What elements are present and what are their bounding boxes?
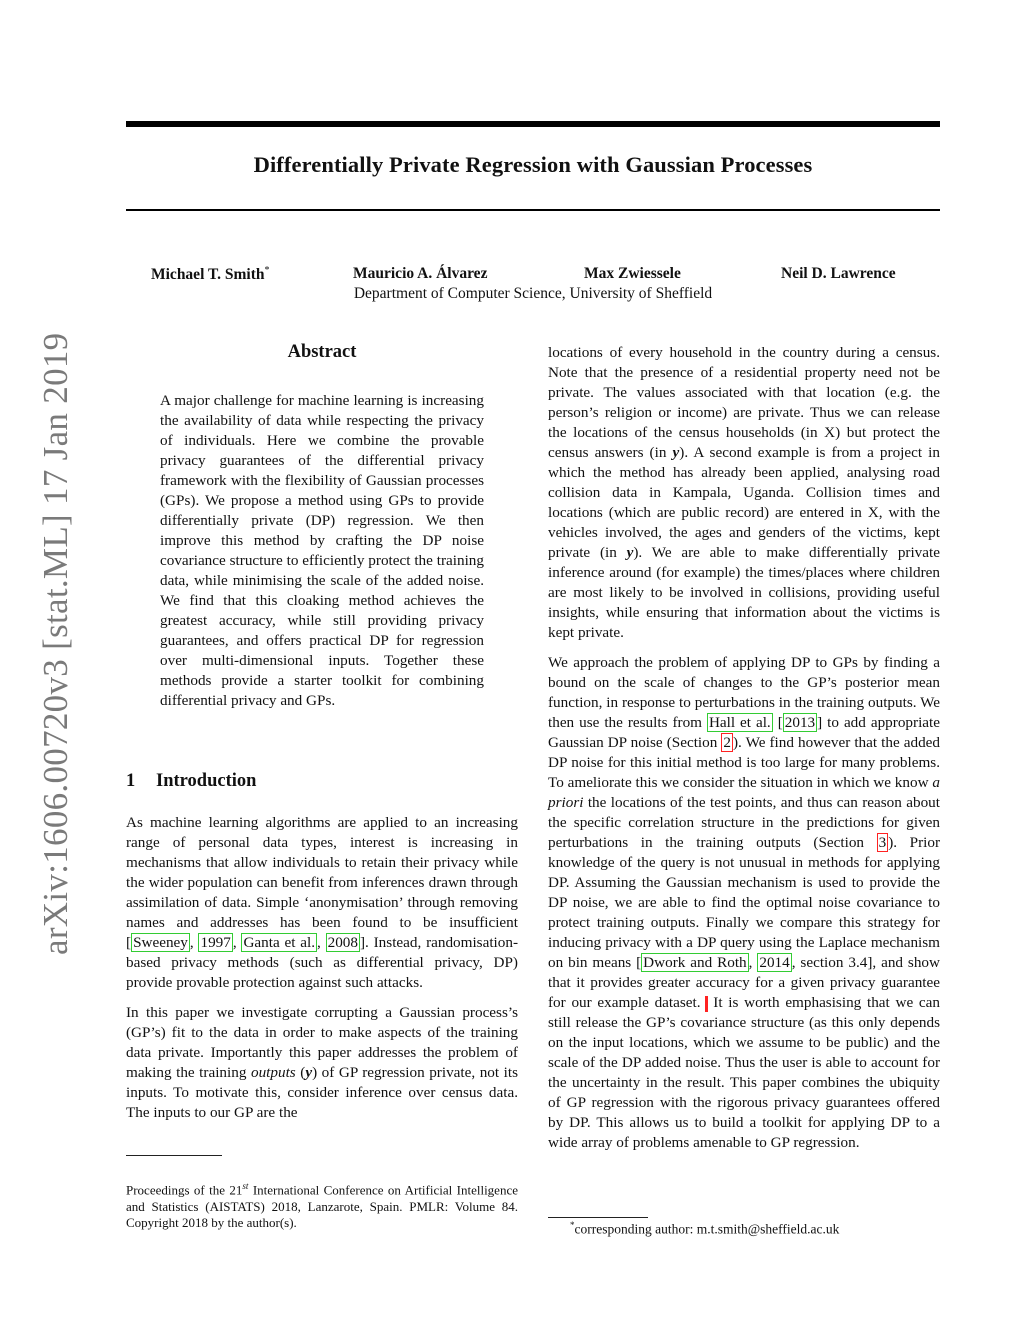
author-zwiessele: Max Zwiessele bbox=[584, 265, 681, 282]
abstract-text: A major challenge for machine learning is increasing the availability of data while respecting the privacy of individuals. Here we combine the provable privacy guarantees of the differential privacy framework with the flexibility of Gaussian processes (GPs). We propose a method using GPs to provide differentially private (DP) regression. We then improve this method by crafting the DP noise covariance structure to efficiently protect the training data, while minimising the scale of the added noise. We find that this cloaking method achieves the greatest accuracy, while still providing privacy guarantees, and offers practical DP for regression over multi-dimensional inputs. Together these methods provide a starter toolkit for combining differential privacy and GPs. bbox=[160, 392, 484, 709]
citation-dwork-year[interactable]: 2014 bbox=[759, 954, 790, 971]
author-lawrence: Neil D. Lawrence bbox=[781, 265, 896, 282]
intro-paragraph-1: As machine learning algorithms are applied to an increasing range of personal data types, interest is increasing in mechanisms that allow individuals to retain their privacy while the wider population can benefit from inferences drawn through assimilation of data. Simple ‘anonymisation’ through removing names and addresses has been found to be insufficient [ Sweeney , 1997 , Ganta et al. , 2008 ]. Instead, randomisation-based privacy methods (such as differential privacy, DP) provide provable protection against such attacks. bbox=[126, 814, 519, 991]
citation-hall[interactable]: Hall et al. bbox=[708, 714, 771, 731]
section-heading-introduction: 1 Introduction bbox=[126, 771, 257, 791]
author-smith: Michael T. Smith* bbox=[151, 265, 270, 284]
abstract-heading: Abstract bbox=[287, 342, 357, 362]
citation-sweeney[interactable]: Sweeney bbox=[133, 934, 188, 951]
citation-ganta[interactable]: Ganta et al. bbox=[243, 934, 316, 951]
intro-paragraph-4: We approach the problem of applying DP to GPs by finding a bound on the scale of changes to the GP’s posterior mean function, in response to perturbations in the training outputs. We then use the results from Hall et al. [ 2013 ] to add appropriate Gaussian DP noise (Section 2 ). We find however that the added DP noise for this initial method is too large for many problems. To ameliorate this we consider the situation in which we know a priori the locations of the test points, and thus can reason about the specific correlation structure in the predictions for given perturbations in the training outputs (Section 3 ). Prior knowledge of the query is not unusual in methods for applying DP. Assuming the Gaussian mechanism is used to provide the DP noise, we are able to find the optimal noise covariance to protect training outputs. Finally we compare this strategy for inducing privacy with a DP query using the Laplace mechanism on bin means [ Dwork and Roth , 2014 , section 3.4], and show that it provides greater accuracy for a given privacy guarantee for our example dataset. It is worth emphasising that we can still release the GP’s covariance structure (as this only depends on the input locations, which we assume to be public) and the scale of the DP added noise. Thus the user is able to account for the uncertainty in the result. This paper combines the ubiquity of GP regression with the rigorous privacy guarantees offered by DP. This allows us to build a toolkit for applying DP to a wide array of problems amenable to GP regression. bbox=[548, 654, 941, 1151]
footnote-rule-right bbox=[548, 1217, 648, 1218]
author-alvarez: Mauricio A. Álvarez bbox=[353, 265, 488, 282]
arxiv-stamp[interactable]: arXiv:1606.00720v3 [stat.ML] 17 Jan 2019 bbox=[36, 332, 75, 955]
intro-paragraph-2: In this paper we investigate corrupting a Gaussian process’s (GP’s) fit to the data in order to make aspects of the training data private. Importantly this paper addresses the problem of making the training outputs (y) of GP regression private, not its inputs. To motivate this, consider inference over census data. The inputs to our GP are the bbox=[126, 1004, 518, 1121]
title-rule bbox=[126, 209, 940, 211]
section-ref-3[interactable]: 3 bbox=[878, 834, 887, 851]
corresponding-author-footnote: *corresponding author: m.t.smith@sheffield.ac.uk bbox=[570, 1220, 840, 1237]
top-rule bbox=[126, 121, 940, 127]
proceedings-footnote: Proceedings of the 21st International Conference on Artificial Intelligence and Statistics (AISTATS) 2018, Lanzarote, Spain. PMLR: Volume 84. Copyright 2018 by the author(s). bbox=[126, 1181, 518, 1231]
citation-dwork[interactable]: Dwork and Roth bbox=[643, 954, 747, 971]
right-column-body bbox=[548, 343, 940, 1153]
citation-sweeney-year[interactable]: 1997 bbox=[200, 934, 231, 951]
citation-ganta-year[interactable]: 2008 bbox=[327, 934, 358, 951]
section-ref-2[interactable]: 2 bbox=[723, 734, 731, 751]
intro-paragraph-3: locations of every household in the country during a census. Note that the presence of a residential property need not be private. The values associated with that location (e.g. the person’s religion or income) are private. Thus we can release the locations of the census households (in X) but protect the census answers (in y). A second example is from a project in which the method has already been applied, analysing road collision data in Kampala, Uganda. Collision times and locations (which are public record) are entered in X, with the vehicles involved, the ages and genders of the victims, kept private (in y). We are able to make differentially private inference around (for example) the times/places where children are most likely to be involved in collisions, providing useful insights, while ensuring that information about the victims is kept private. bbox=[548, 344, 940, 641]
affiliation: Department of Computer Science, University of Sheffield bbox=[353, 285, 713, 302]
citation-hall-year[interactable]: 2013 bbox=[784, 714, 816, 731]
paper-title: Differentially Private Regression with Gaussian Processes bbox=[253, 152, 813, 177]
left-column-body bbox=[126, 813, 518, 1123]
footnote-rule-left bbox=[126, 1155, 222, 1156]
